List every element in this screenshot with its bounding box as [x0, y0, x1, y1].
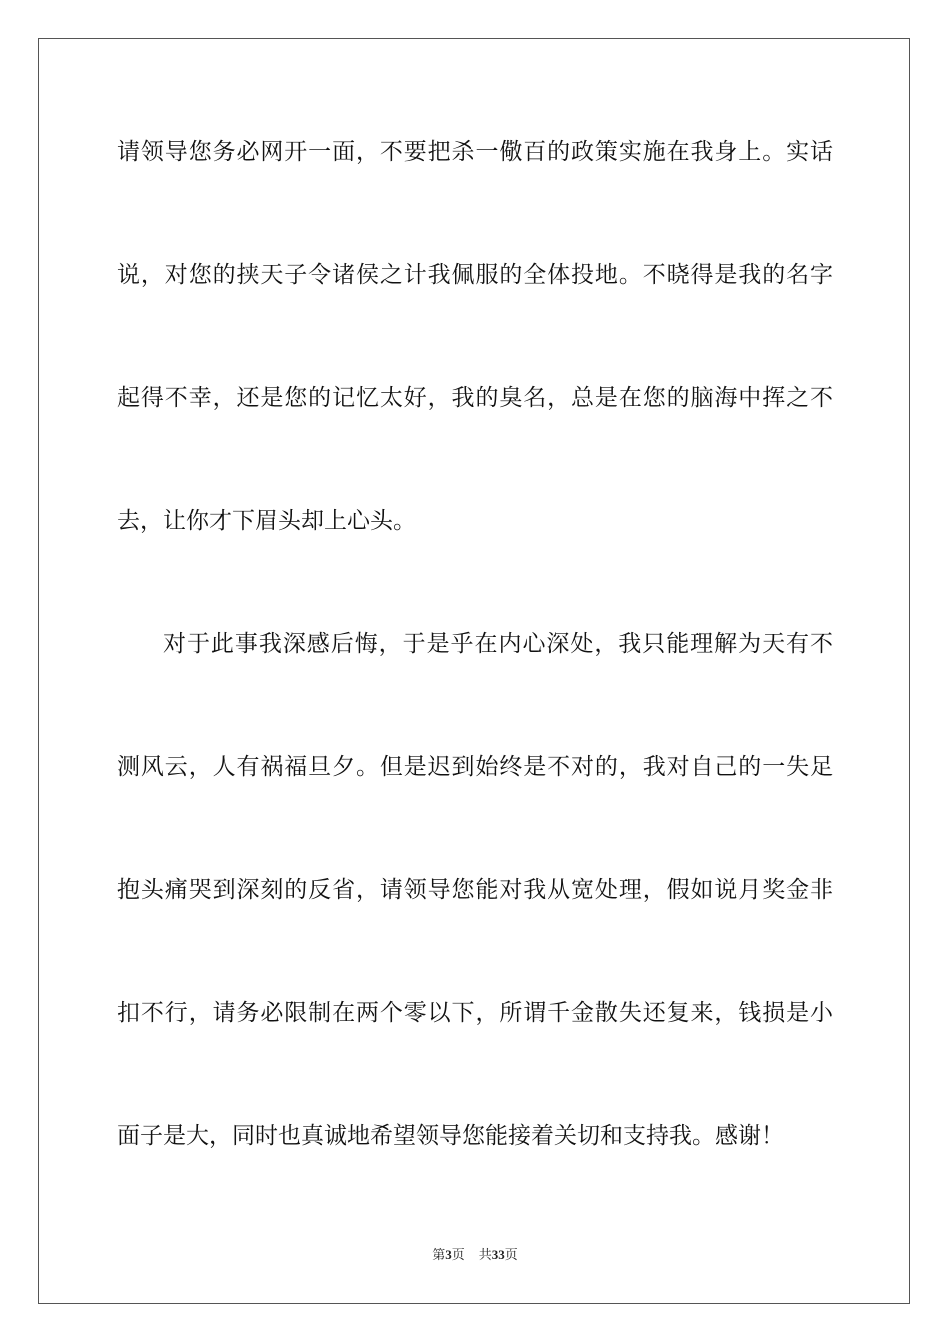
- paragraph-line-7: 抱头痛哭到深刻的反省，请领导您能对我从宽处理，假如说月奖金非: [117, 877, 833, 903]
- page-suffix: 页: [451, 1248, 465, 1263]
- paragraph-line-1: 请领导您务必网开一面，不要把杀一儆百的政策实施在我身上。实话: [117, 139, 833, 165]
- paragraph-line-2: 说，对您的挟天子令诸侯之计我佩服的全体投地。不晓得是我的名字: [117, 262, 833, 288]
- paragraph-line-8: 扣不行，请务必限制在两个零以下，所谓千金散失还复来，钱损是小: [117, 1000, 833, 1026]
- paragraph-line-9: 面子是大，同时也真诚地希望领导您能接着关切和支持我。感谢！: [117, 1123, 784, 1149]
- paragraph-line-3: 起得不幸，还是您的记忆太好，我的臭名，总是在您的脑海中挥之不: [117, 385, 833, 411]
- paragraph-line-5: 对于此事我深感后悔，于是乎在内心深处，我只能理解为天有不: [163, 631, 833, 657]
- total-pages: 33: [491, 1247, 505, 1262]
- page-number: 3: [445, 1247, 452, 1262]
- page-footer: [0, 1246, 950, 1265]
- total-prefix: 共: [478, 1248, 492, 1263]
- total-suffix: 页: [504, 1248, 518, 1263]
- page-prefix: 第: [432, 1248, 446, 1263]
- paragraph-line-6: 测风云，人有祸福旦夕。但是迟到始终是不对的，我对自己的一失足: [117, 754, 833, 780]
- paragraph-line-4: 去，让你才下眉头却上心头。: [117, 508, 416, 534]
- page-border: [38, 38, 910, 1304]
